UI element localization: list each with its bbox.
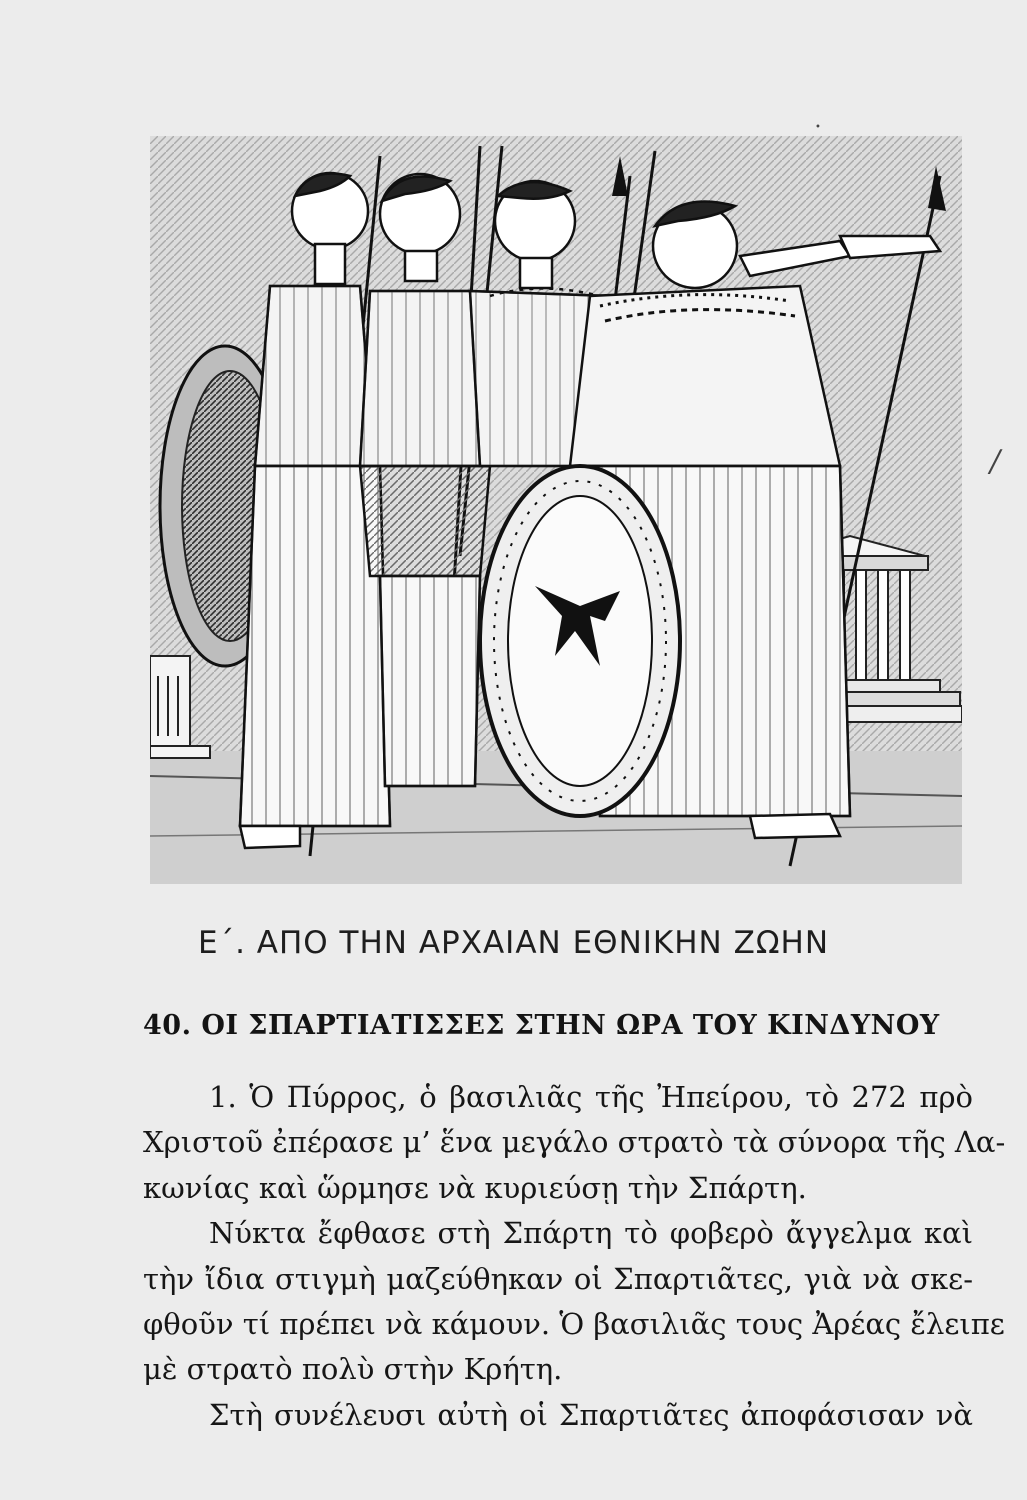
spartan-women-illustration — [150, 136, 962, 884]
page-speck: • — [815, 122, 821, 133]
text-line: Στὴ συνέλευσι αὐτὴ οἱ Σπαρτιᾶτες ἀποφάσισαν νὰ — [209, 1397, 973, 1432]
section-heading: Ε΄. ΑΠΟ ΤΗΝ ΑΡΧΑΙΑΝ ΕΘΝΙΚΗΝ ΖΩΗΝ — [197, 925, 830, 961]
text-line: Νύκτα ἔφθασε στὴ Σπάρτη τὸ φοβερὸ ἄγγελμα καὶ — [209, 1216, 973, 1251]
text-line: Χριστοῦ ἐπέρασε μ’ ἕνα μεγάλο στρατὸ τὰ σύνορα τῆς Λα- — [143, 1125, 1006, 1160]
front-shield-icon — [480, 466, 680, 816]
text-line: κωνίας καὶ ὥρμησε νὰ κυριεύσῃ τὴν Σπάρτη. — [143, 1170, 807, 1205]
body-text — [143, 1075, 1006, 1438]
margin-mark: / — [990, 444, 1001, 479]
text-line: μὲ στρατὸ πολὺ στὴν Κρήτη. — [143, 1352, 563, 1387]
text-line: 1. Ὁ Πύρρος, ὁ βασιλιᾶς τῆς Ἠπείρου, τὸ 272 πρὸ — [209, 1080, 973, 1114]
chapter-title: 40. ΟΙ ΣΠΑΡΤΙΑΤΙΣΣΕΣ ΣΤΗΝ ΩΡΑ ΤΟΥ ΚΙΝΔΥΝΟΥ — [143, 1010, 940, 1041]
text-line: τὴν ἴδια στιγμὴ μαζεύθηκαν οἱ Σπαρτιᾶτες, γιὰ νὰ σκε- — [143, 1261, 973, 1296]
text-line: φθοῦν τί πρέπει νὰ κάμουν. Ὁ βασιλιᾶς τους Ἀρέας ἔλειπε — [143, 1307, 1005, 1342]
